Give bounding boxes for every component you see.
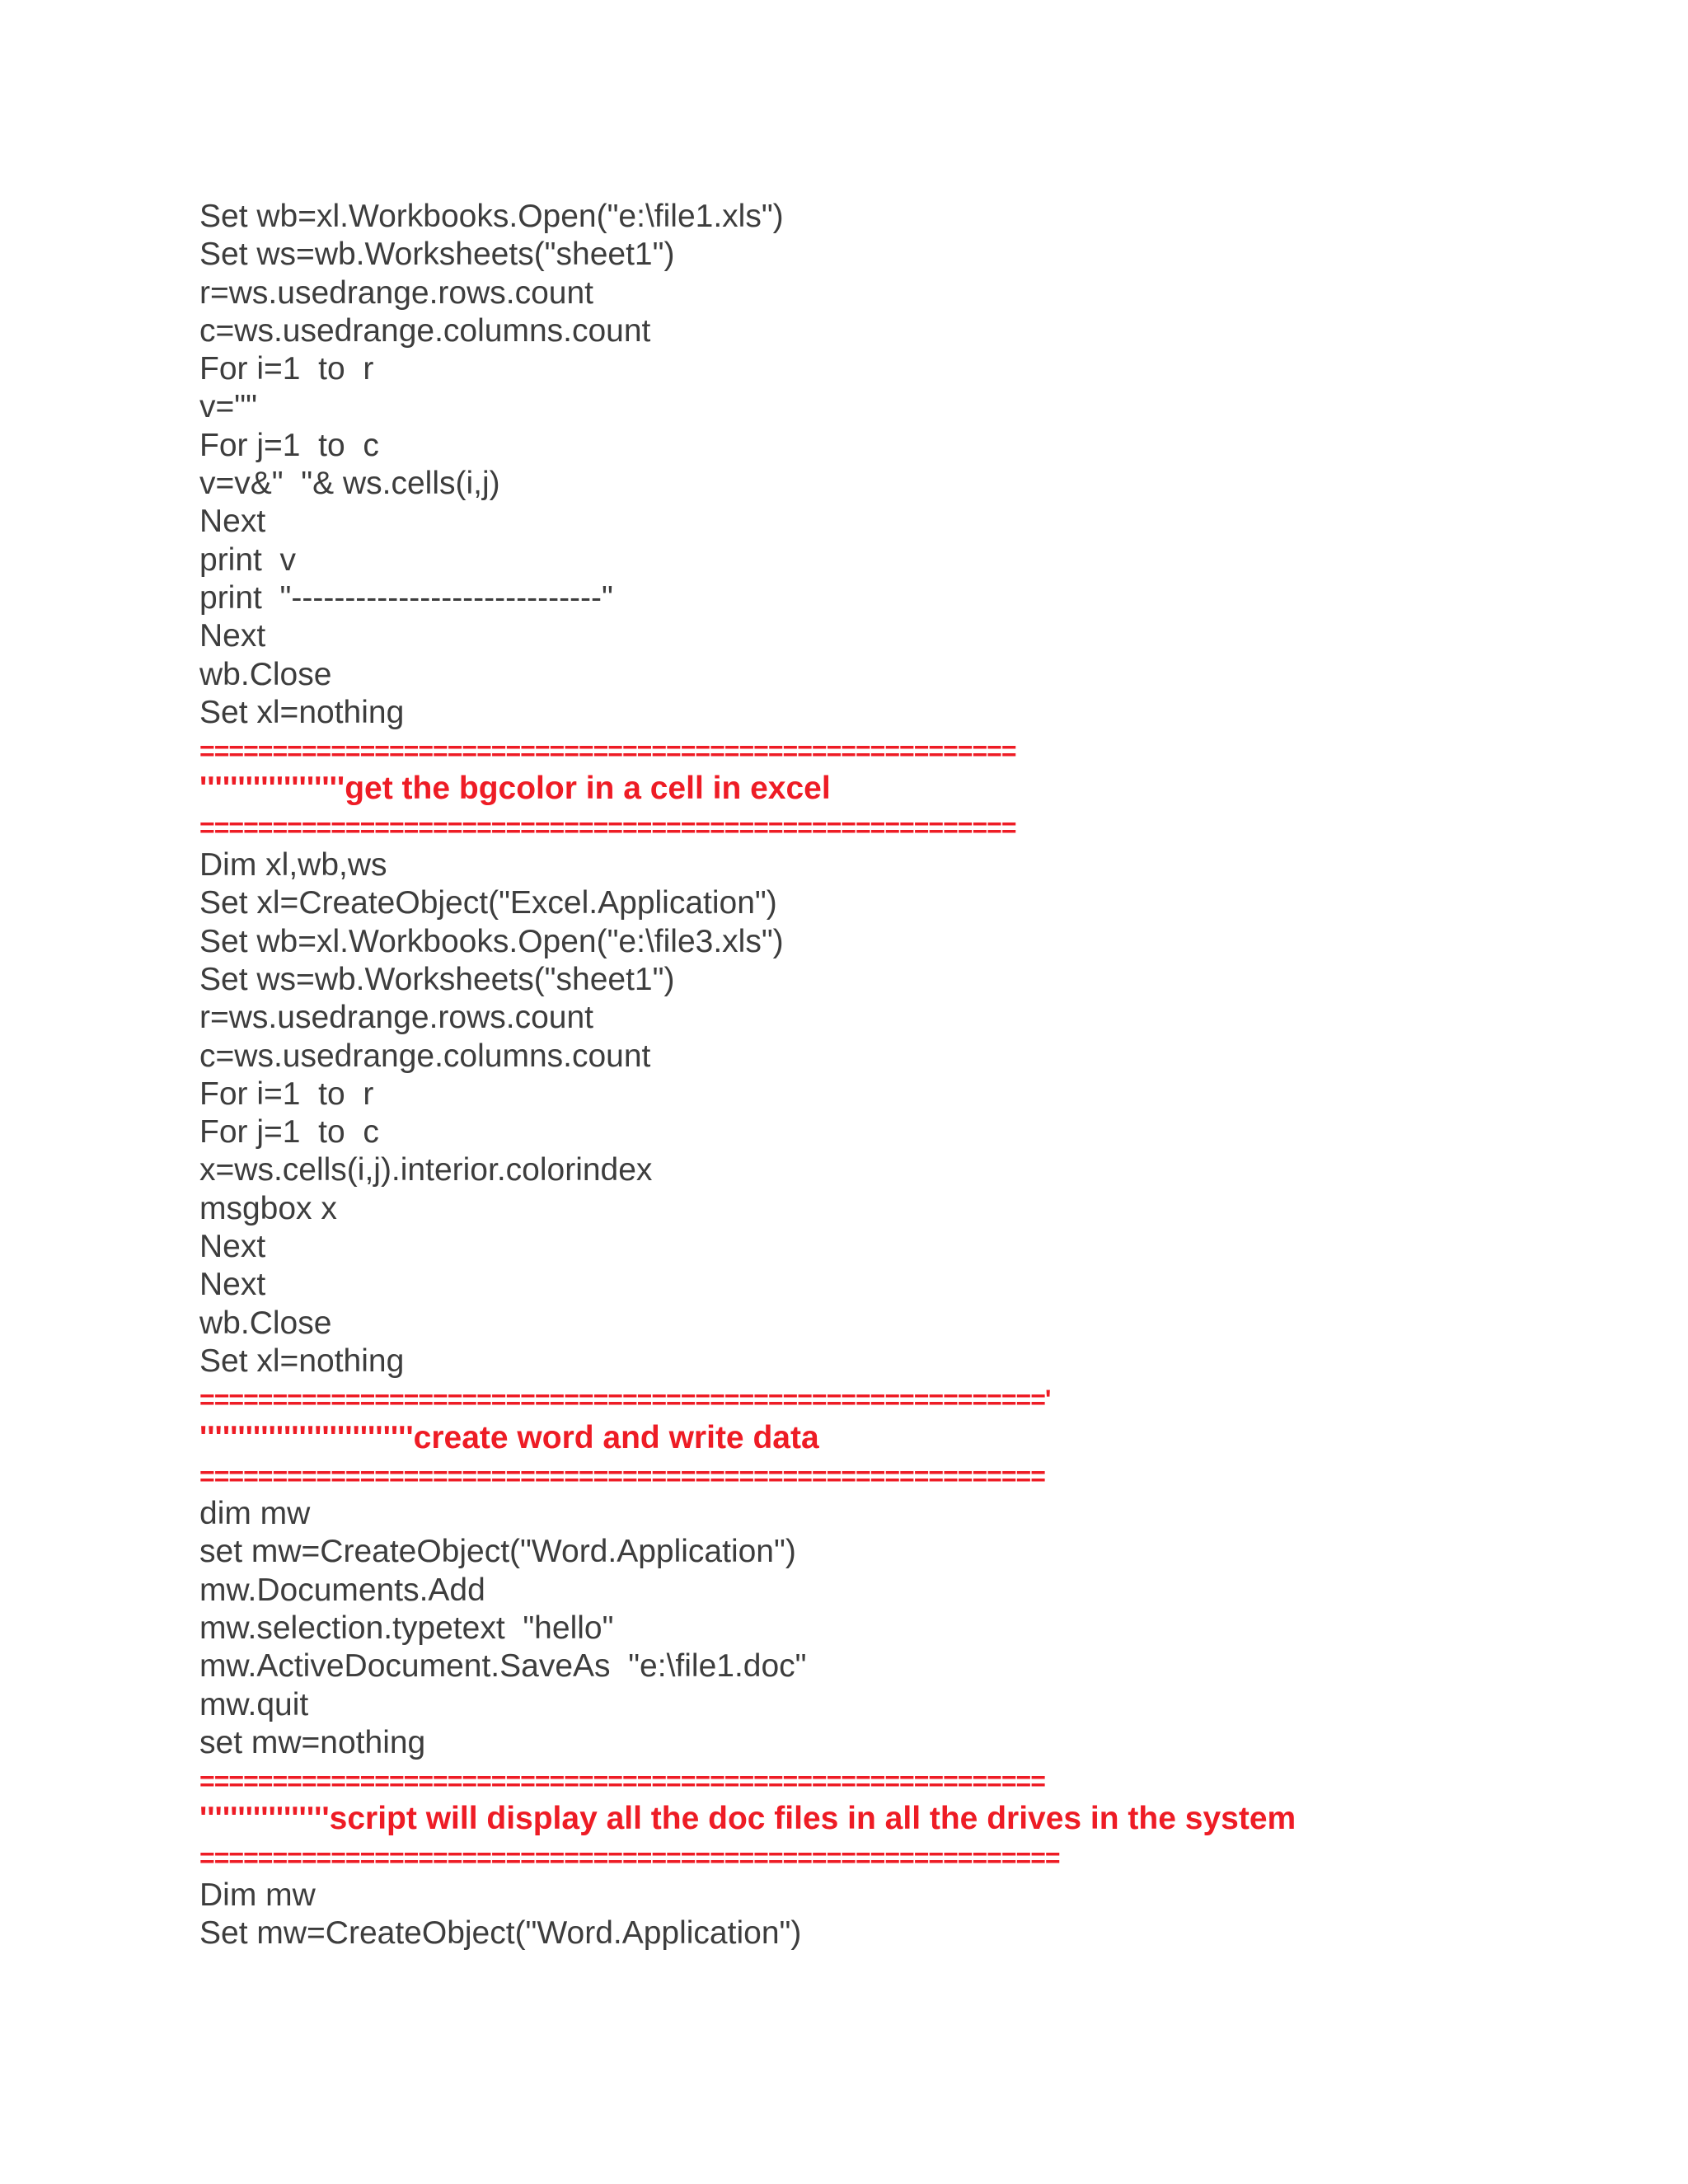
code-line: For i=1 to r bbox=[199, 1076, 374, 1112]
code-line: c=ws.usedrange.columns.count bbox=[199, 312, 651, 349]
code-line: For i=1 to r bbox=[199, 351, 374, 387]
code-line: Next bbox=[199, 504, 266, 540]
code-line: r=ws.usedrange.rows.count bbox=[199, 1000, 593, 1036]
code-line: Set xl=nothing bbox=[199, 694, 405, 730]
code-line: print v bbox=[199, 541, 297, 578]
code-line: msgbox x bbox=[199, 1190, 337, 1226]
code-line: Set wb=xl.Workbooks.Open("e:\file3.xls") bbox=[199, 923, 784, 959]
code-line: v="" bbox=[199, 389, 257, 425]
code-line: Set xl=nothing bbox=[199, 1343, 405, 1379]
code-line: dim mw bbox=[199, 1496, 311, 1532]
code-line: For j=1 to c bbox=[199, 427, 379, 463]
code-line: mw.selection.typetext "hello" bbox=[199, 1610, 614, 1646]
separator-line: ========================================================== bbox=[199, 1766, 1045, 1797]
separator-line: ======================================================== bbox=[199, 736, 1016, 766]
code-line: wb.Close bbox=[199, 656, 332, 692]
section-heading: ''''''''''''''''''''''''''''create word and write data bbox=[199, 1419, 819, 1455]
code-line: Set ws=wb.Worksheets("sheet1") bbox=[199, 237, 675, 273]
code-line: Set mw=CreateObject("Word.Application") bbox=[199, 1915, 802, 1952]
separator-line: =========================================================== bbox=[199, 1842, 1060, 1872]
code-line: Dim mw bbox=[199, 1877, 316, 1914]
code-line: print "-----------------------------" bbox=[199, 579, 613, 616]
code-line: set mw=CreateObject("Word.Application") bbox=[199, 1534, 796, 1570]
code-line: mw.quit bbox=[199, 1686, 309, 1722]
code-line: Next bbox=[199, 1267, 266, 1303]
section-heading: '''''''''''''''''script will display all the doc files in all the drives in the system bbox=[199, 1801, 1296, 1837]
code-line: Next bbox=[199, 618, 266, 654]
code-line: For j=1 to c bbox=[199, 1114, 379, 1151]
code-line: mw.Documents.Add bbox=[199, 1572, 485, 1608]
code-line: c=ws.usedrange.columns.count bbox=[199, 1038, 651, 1074]
code-listing bbox=[199, 198, 1601, 1953]
code-line: Set xl=CreateObject("Excel.Application") bbox=[199, 885, 777, 921]
separator-line: ======================================================== bbox=[199, 812, 1016, 842]
code-line: Next bbox=[199, 1229, 266, 1265]
code-line: v=v&" "& ws.cells(i,j) bbox=[199, 466, 500, 502]
code-line: Set ws=wb.Worksheets("sheet1") bbox=[199, 961, 675, 997]
section-heading: '''''''''''''''''''get the bgcolor in a cell in excel bbox=[199, 771, 831, 807]
code-line: x=ws.cells(i,j).interior.colorindex bbox=[199, 1152, 653, 1188]
code-line: set mw=nothing bbox=[199, 1724, 426, 1760]
separator-line: ========================================================== bbox=[199, 1460, 1045, 1491]
separator-line: ==========================================================' bbox=[199, 1385, 1051, 1415]
code-line: mw.ActiveDocument.SaveAs "e:\file1.doc" bbox=[199, 1648, 807, 1685]
code-line: Set wb=xl.Workbooks.Open("e:\file1.xls") bbox=[199, 199, 784, 234]
code-line: r=ws.usedrange.rows.count bbox=[199, 274, 593, 311]
code-line: Dim xl,wb,ws bbox=[199, 847, 387, 883]
code-line: wb.Close bbox=[199, 1305, 332, 1341]
